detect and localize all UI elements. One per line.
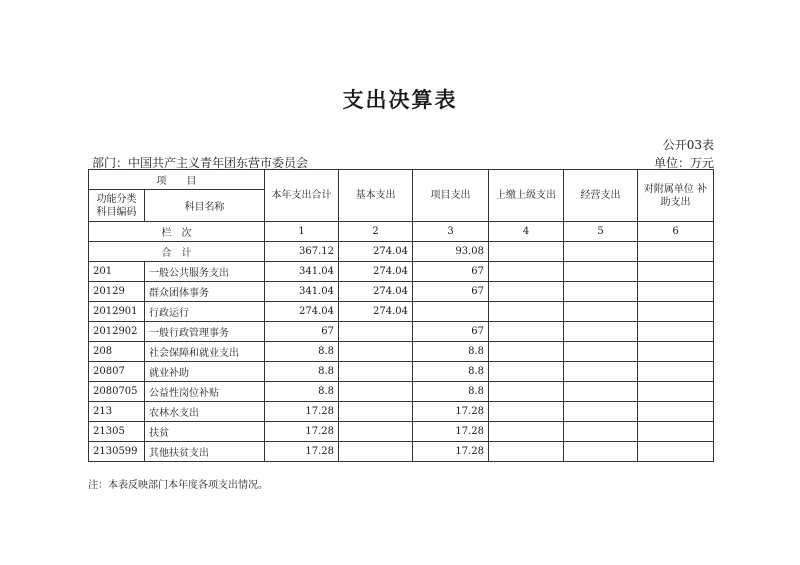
table-note: 注：本表反映部门本年度各项支出情况。 xyxy=(88,480,268,491)
row-name: 一般行政管理事务 xyxy=(145,322,265,342)
row-value: 274.04 xyxy=(265,302,339,322)
header-business: 经营支出 xyxy=(564,170,638,222)
total-row xyxy=(89,242,714,262)
row-value xyxy=(564,422,638,442)
row-code: 201 xyxy=(89,262,145,282)
row-value xyxy=(339,342,413,362)
row-value xyxy=(638,362,714,382)
row-number-6: 6 xyxy=(638,222,714,242)
row-value xyxy=(638,442,714,462)
form-number: 公开03表 xyxy=(662,138,714,152)
row-code: 20807 xyxy=(89,362,145,382)
row-name: 其他扶贫支出 xyxy=(145,442,265,462)
row-name: 农林水支出 xyxy=(145,402,265,422)
row-name: 社会保障和就业支出 xyxy=(145,342,265,362)
row-value xyxy=(339,442,413,462)
row-value: 8.8 xyxy=(413,342,489,362)
row-number-4: 4 xyxy=(489,222,564,242)
total-cell: 274.04 xyxy=(339,242,413,262)
row-value xyxy=(638,262,714,282)
table-row xyxy=(89,262,714,282)
row-value xyxy=(638,282,714,302)
row-value: 67 xyxy=(413,282,489,302)
header-total: 本年支出合计 xyxy=(265,170,339,222)
row-value xyxy=(638,302,714,322)
row-code: 208 xyxy=(89,342,145,362)
row-value: 8.8 xyxy=(265,342,339,362)
row-value xyxy=(564,362,638,382)
row-number-5: 5 xyxy=(564,222,638,242)
expenditure-table xyxy=(88,169,714,462)
total-cell: 367.12 xyxy=(265,242,339,262)
row-value xyxy=(489,282,564,302)
row-value xyxy=(564,402,638,422)
row-value xyxy=(489,362,564,382)
table-row xyxy=(89,282,714,302)
row-name: 群众团体事务 xyxy=(145,282,265,302)
row-value xyxy=(489,422,564,442)
header-item: 项 目 xyxy=(89,170,265,190)
row-code: 213 xyxy=(89,402,145,422)
row-value: 67 xyxy=(413,322,489,342)
row-value: 274.04 xyxy=(339,262,413,282)
row-name: 就业补助 xyxy=(145,362,265,382)
row-value: 8.8 xyxy=(413,362,489,382)
row-value: 17.28 xyxy=(265,422,339,442)
row-value xyxy=(638,322,714,342)
row-value xyxy=(638,402,714,422)
row-value xyxy=(413,302,489,322)
row-value xyxy=(339,322,413,342)
row-value: 17.28 xyxy=(413,442,489,462)
row-name: 一般公共服务支出 xyxy=(145,262,265,282)
row-name: 行政运行 xyxy=(145,302,265,322)
row-value xyxy=(489,382,564,402)
row-value: 274.04 xyxy=(339,302,413,322)
table-row xyxy=(89,382,714,402)
row-value: 8.8 xyxy=(265,382,339,402)
row-value xyxy=(339,362,413,382)
row-value: 17.28 xyxy=(265,442,339,462)
table-row xyxy=(89,442,714,462)
row-value xyxy=(638,422,714,442)
row-value xyxy=(638,382,714,402)
header-code: 功能分类 科目编码 xyxy=(89,190,145,222)
row-value xyxy=(564,262,638,282)
total-cell xyxy=(638,242,714,262)
row-value xyxy=(339,402,413,422)
row-code: 20129 xyxy=(89,282,145,302)
row-name: 扶贫 xyxy=(145,422,265,442)
department-label: 部门：中国共产主义青年团东营市委员会 xyxy=(92,156,309,170)
page-title: 支出决算表 xyxy=(342,87,458,112)
row-value: 8.8 xyxy=(265,362,339,382)
row-value xyxy=(638,342,714,362)
row-value: 341.04 xyxy=(265,262,339,282)
total-cell xyxy=(489,242,564,262)
header-subsidy: 对附属单位 补助支出 xyxy=(638,170,714,222)
table-row xyxy=(89,302,714,322)
row-code: 2012902 xyxy=(89,322,145,342)
row-number-1: 1 xyxy=(265,222,339,242)
row-value: 274.04 xyxy=(339,282,413,302)
row-value xyxy=(339,422,413,442)
row-code: 21305 xyxy=(89,422,145,442)
row-value xyxy=(489,402,564,422)
row-value xyxy=(564,282,638,302)
row-value: 341.04 xyxy=(265,282,339,302)
header-project: 项目支出 xyxy=(413,170,489,222)
row-value: 67 xyxy=(265,322,339,342)
row-value: 17.28 xyxy=(413,422,489,442)
header-name: 科目名称 xyxy=(145,190,265,222)
row-value xyxy=(339,382,413,402)
row-value xyxy=(564,302,638,322)
row-value xyxy=(564,442,638,462)
row-value xyxy=(489,262,564,282)
row-code: 2080705 xyxy=(89,382,145,402)
row-number-label: 栏 次 xyxy=(89,222,265,242)
row-code: 2130599 xyxy=(89,442,145,462)
row-name: 公益性岗位补贴 xyxy=(145,382,265,402)
row-value: 17.28 xyxy=(265,402,339,422)
row-code: 2012901 xyxy=(89,302,145,322)
table-row xyxy=(89,322,714,342)
row-number-3: 3 xyxy=(413,222,489,242)
total-cell xyxy=(564,242,638,262)
row-value: 8.8 xyxy=(413,382,489,402)
row-value xyxy=(489,322,564,342)
table-row xyxy=(89,362,714,382)
table-row xyxy=(89,342,714,362)
table-row xyxy=(89,422,714,442)
total-cell: 93.08 xyxy=(413,242,489,262)
total-label: 合 计 xyxy=(89,242,265,262)
row-value xyxy=(489,342,564,362)
row-value xyxy=(564,342,638,362)
row-number-2: 2 xyxy=(339,222,413,242)
unit-label: 单位：万元 xyxy=(653,156,714,170)
row-value: 67 xyxy=(413,262,489,282)
row-value xyxy=(564,382,638,402)
row-value xyxy=(489,302,564,322)
table-row xyxy=(89,402,714,422)
row-value xyxy=(489,442,564,462)
header-basic: 基本支出 xyxy=(339,170,413,222)
row-value: 17.28 xyxy=(413,402,489,422)
row-value xyxy=(564,322,638,342)
header-upper: 上缴上级支出 xyxy=(489,170,564,222)
